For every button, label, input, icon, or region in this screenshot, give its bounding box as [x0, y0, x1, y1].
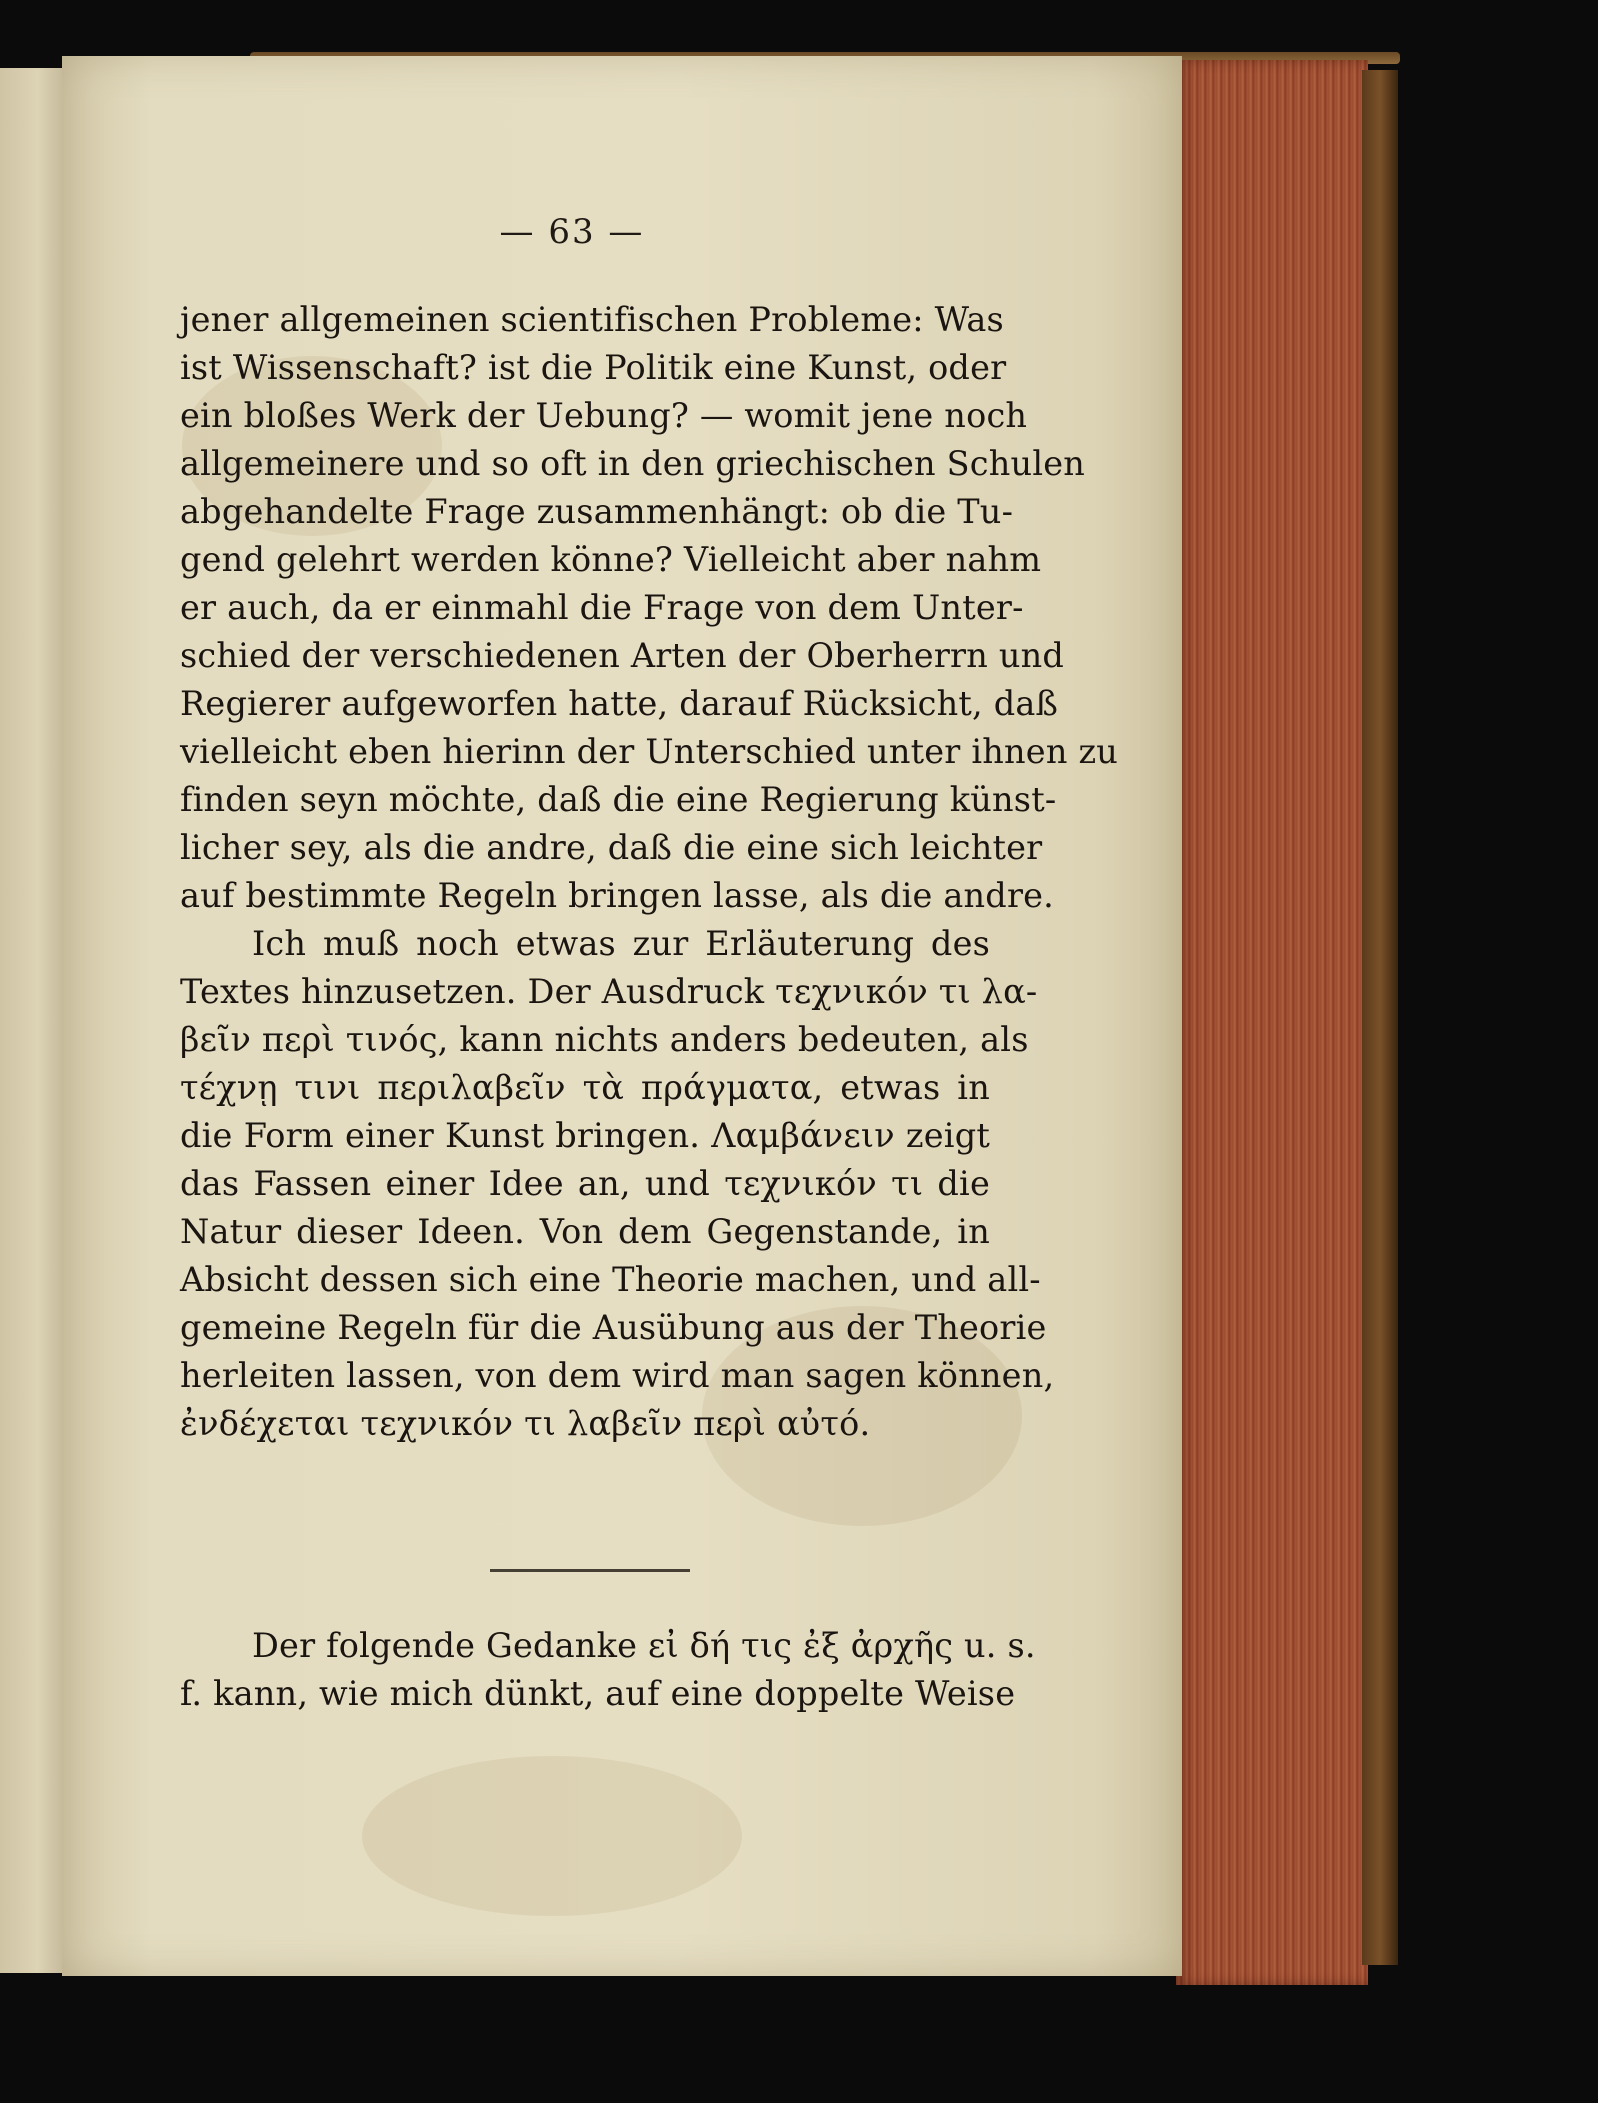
text-line: ἐνδέχεται τεχνικόν τι λαβεῖν περὶ αὐτό.: [180, 1404, 871, 1443]
text-line: ist Wissenschaft? ist die Politik eine Kunst, oder: [180, 348, 1007, 387]
text-line: Natur dieser Ideen. Von dem Gegenstande, in: [180, 1212, 990, 1251]
text-line: schied der verschiedenen Arten der Oberherrn und: [180, 636, 1065, 675]
book-cover-edge: [1362, 70, 1398, 1965]
text-line: Ich muß noch etwas zur Erläuterung des: [252, 924, 990, 963]
text-line: jener allgemeinen scientifischen Probleme: Was: [180, 300, 1004, 339]
page-number: — 63 —: [499, 212, 645, 252]
text-line: er auch, da er einmahl die Frage von dem Unter-: [180, 588, 1024, 627]
text-line: ein bloßes Werk der Uebung? — womit jene noch: [180, 396, 1028, 435]
text-line: finden seyn möchte, daß die eine Regierung künst-: [180, 780, 1057, 819]
text-line: f. kann, wie mich dünkt, auf eine doppelte Weise: [180, 1674, 1016, 1713]
text-line: allgemeinere und so oft in den griechischen Schulen: [180, 444, 1086, 483]
paper-stain: [362, 1756, 742, 1916]
text-line: herleiten lassen, von dem wird man sagen können,: [180, 1356, 1055, 1395]
text-line: Regierer aufgeworfen hatte, darauf Rücksicht, daß: [180, 684, 1059, 723]
text-line: auf bestimmte Regeln bringen lasse, als die andre.: [180, 876, 1055, 915]
text-line: gemeine Regeln für die Ausübung aus der Theorie: [180, 1308, 1047, 1347]
text-line: licher sey, als die andre, daß die eine sich leichter: [180, 828, 1043, 867]
text-line: Absicht dessen sich eine Theorie machen, und all-: [180, 1260, 1041, 1299]
page-edges: [1176, 60, 1368, 1985]
text-line: Textes hinzusetzen. Der Ausdruck τεχνικόν τι λα-: [180, 972, 1038, 1011]
text-line: Der folgende Gedanke εἰ δή τις ἐξ ἀρχῆς u. s.: [252, 1626, 1036, 1665]
facing-page: [0, 68, 64, 1973]
text-line: das Fassen einer Idee an, und τεχνικόν τι die: [180, 1164, 990, 1203]
section-separator: [490, 1569, 690, 1572]
text-line: abgehandelte Frage zusammenhängt: ob die Tu-: [180, 492, 1014, 531]
text-line: vielleicht eben hierinn der Unterschied unter ihnen zu: [180, 732, 1119, 771]
text-line: die Form einer Kunst bringen. Λαμβάνειν zeigt: [180, 1116, 990, 1155]
text-line: gend gelehrt werden könne? Vielleicht aber nahm: [180, 540, 1042, 579]
text-line: τέχνῃ τινι περιλαβεῖν τὰ πράγματα, etwas in: [180, 1068, 990, 1107]
text-line: βεῖν περὶ τινός, kann nichts anders bedeuten, als: [180, 1020, 1029, 1059]
